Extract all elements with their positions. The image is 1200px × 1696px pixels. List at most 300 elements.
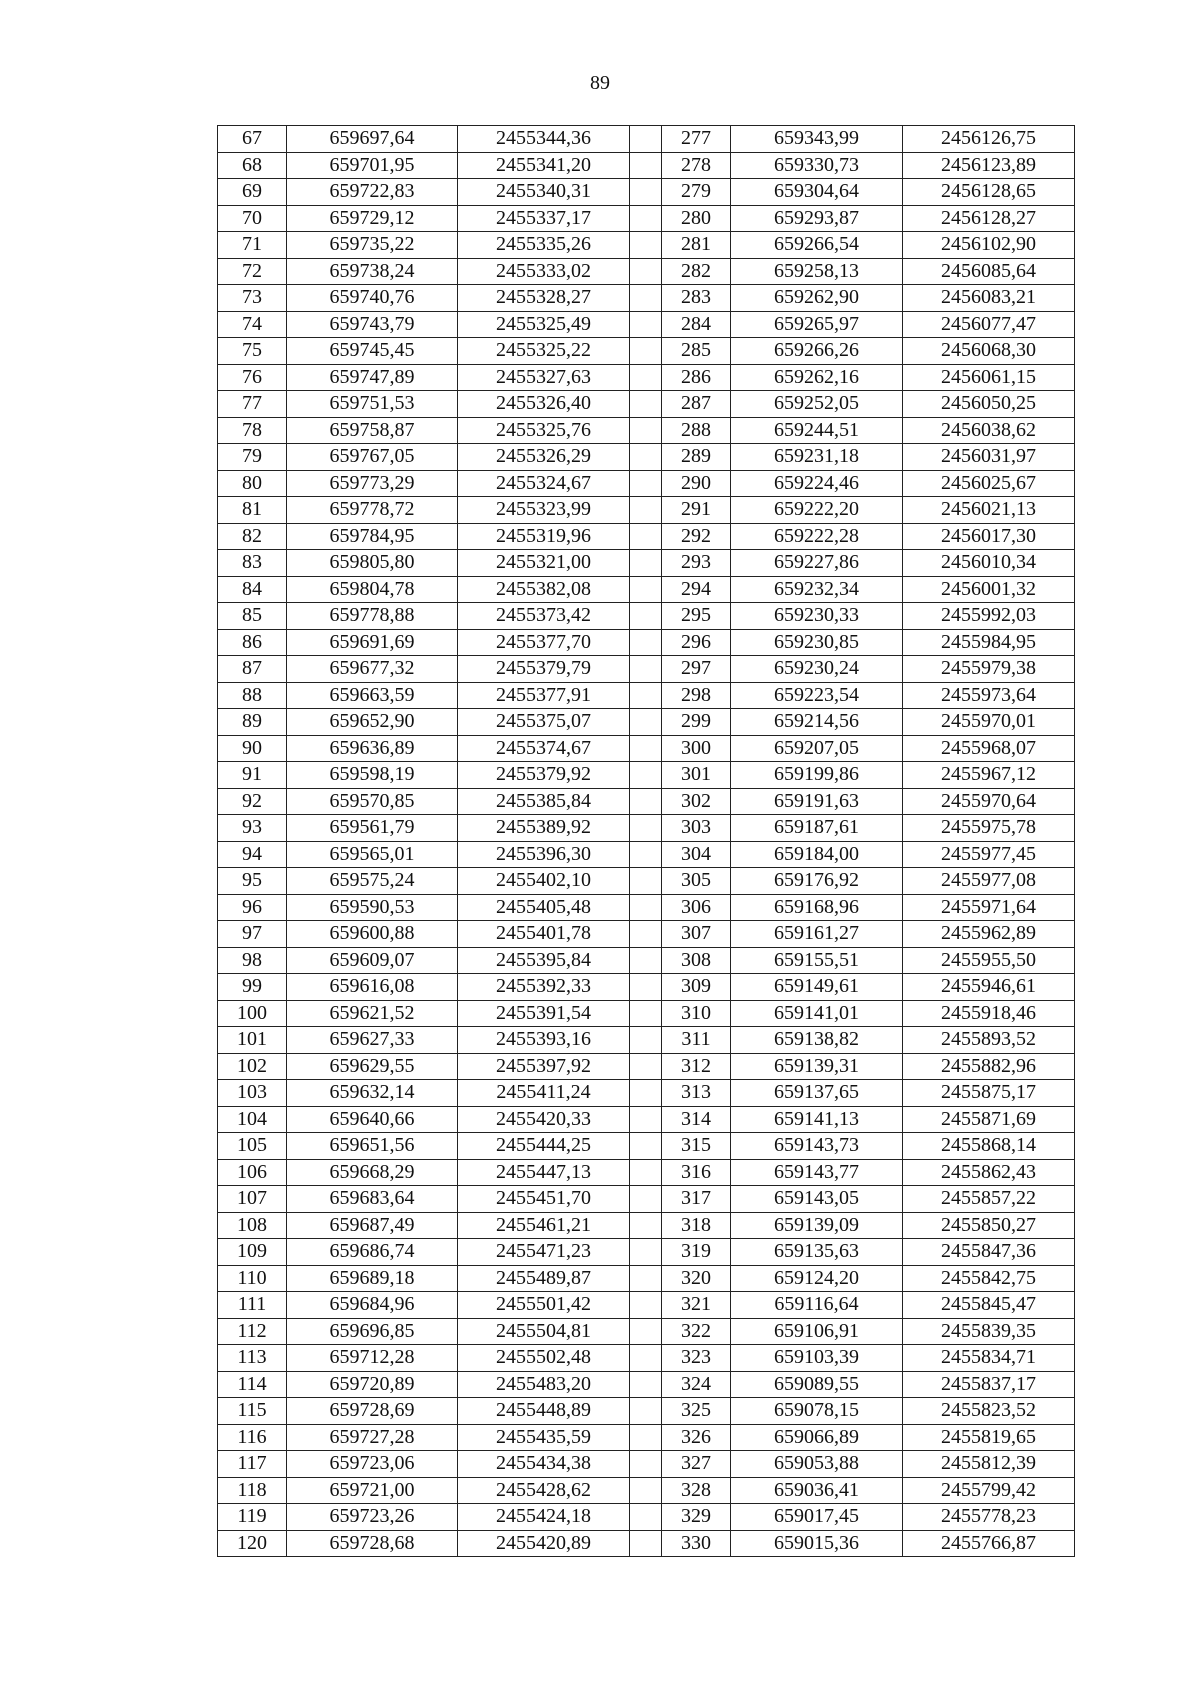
separator-cell [630, 788, 662, 815]
y-coordinate-left: 2455405,48 [458, 894, 630, 921]
y-coordinate-right: 2456001,32 [903, 576, 1075, 603]
point-number-left: 99 [218, 974, 287, 1001]
table-row [218, 1159, 1075, 1186]
x-coordinate-right: 659343,99 [731, 126, 903, 153]
table-row [218, 311, 1075, 338]
y-coordinate-left: 2455392,33 [458, 974, 630, 1001]
x-coordinate-right: 659138,82 [731, 1027, 903, 1054]
x-coordinate-right: 659252,05 [731, 391, 903, 418]
point-number-right: 316 [662, 1159, 731, 1186]
x-coordinate-right: 659207,05 [731, 735, 903, 762]
point-number-right: 309 [662, 974, 731, 1001]
y-coordinate-right: 2455850,27 [903, 1212, 1075, 1239]
y-coordinate-right: 2456010,34 [903, 550, 1075, 577]
table-row [218, 1451, 1075, 1478]
separator-cell [630, 603, 662, 630]
x-coordinate-left: 659684,96 [287, 1292, 458, 1319]
y-coordinate-right: 2455893,52 [903, 1027, 1075, 1054]
point-number-right: 283 [662, 285, 731, 312]
y-coordinate-left: 2455319,96 [458, 523, 630, 550]
separator-cell [630, 1186, 662, 1213]
x-coordinate-left: 659778,72 [287, 497, 458, 524]
point-number-left: 91 [218, 762, 287, 789]
y-coordinate-left: 2455447,13 [458, 1159, 630, 1186]
separator-cell [630, 470, 662, 497]
y-coordinate-left: 2455428,62 [458, 1477, 630, 1504]
point-number-right: 326 [662, 1424, 731, 1451]
x-coordinate-left: 659691,69 [287, 629, 458, 656]
y-coordinate-left: 2455379,92 [458, 762, 630, 789]
y-coordinate-left: 2455374,67 [458, 735, 630, 762]
page-number: 89 [590, 72, 610, 94]
point-number-left: 77 [218, 391, 287, 418]
y-coordinate-left: 2455327,63 [458, 364, 630, 391]
point-number-left: 75 [218, 338, 287, 365]
x-coordinate-right: 659222,20 [731, 497, 903, 524]
x-coordinate-left: 659778,88 [287, 603, 458, 630]
y-coordinate-left: 2455337,17 [458, 205, 630, 232]
x-coordinate-right: 659258,13 [731, 258, 903, 285]
x-coordinate-left: 659767,05 [287, 444, 458, 471]
x-coordinate-left: 659723,06 [287, 1451, 458, 1478]
x-coordinate-left: 659740,76 [287, 285, 458, 312]
separator-cell [630, 894, 662, 921]
x-coordinate-right: 659266,54 [731, 232, 903, 259]
y-coordinate-right: 2456128,27 [903, 205, 1075, 232]
separator-cell [630, 391, 662, 418]
x-coordinate-left: 659575,24 [287, 868, 458, 895]
separator-cell [630, 550, 662, 577]
table-row [218, 656, 1075, 683]
x-coordinate-right: 659116,64 [731, 1292, 903, 1319]
x-coordinate-left: 659565,01 [287, 841, 458, 868]
point-number-left: 72 [218, 258, 287, 285]
point-number-right: 282 [662, 258, 731, 285]
y-coordinate-left: 2455396,30 [458, 841, 630, 868]
y-coordinate-right: 2455970,01 [903, 709, 1075, 736]
y-coordinate-right: 2455875,17 [903, 1080, 1075, 1107]
separator-cell [630, 1080, 662, 1107]
point-number-left: 82 [218, 523, 287, 550]
table-row [218, 1239, 1075, 1266]
table-row [218, 1292, 1075, 1319]
x-coordinate-left: 659722,83 [287, 179, 458, 206]
x-coordinate-left: 659697,64 [287, 126, 458, 153]
y-coordinate-left: 2455377,91 [458, 682, 630, 709]
x-coordinate-right: 659244,51 [731, 417, 903, 444]
y-coordinate-right: 2455975,78 [903, 815, 1075, 842]
x-coordinate-left: 659668,29 [287, 1159, 458, 1186]
y-coordinate-right: 2455778,23 [903, 1504, 1075, 1531]
point-number-left: 111 [218, 1292, 287, 1319]
point-number-left: 115 [218, 1398, 287, 1425]
point-number-left: 74 [218, 311, 287, 338]
table-row [218, 1477, 1075, 1504]
x-coordinate-right: 659137,65 [731, 1080, 903, 1107]
point-number-right: 324 [662, 1371, 731, 1398]
x-coordinate-left: 659773,29 [287, 470, 458, 497]
separator-cell [630, 1133, 662, 1160]
y-coordinate-right: 2455971,64 [903, 894, 1075, 921]
x-coordinate-right: 659191,63 [731, 788, 903, 815]
x-coordinate-left: 659632,14 [287, 1080, 458, 1107]
x-coordinate-right: 659139,09 [731, 1212, 903, 1239]
y-coordinate-left: 2455448,89 [458, 1398, 630, 1425]
point-number-left: 119 [218, 1504, 287, 1531]
table-row [218, 364, 1075, 391]
table-row [218, 1186, 1075, 1213]
y-coordinate-left: 2455451,70 [458, 1186, 630, 1213]
table-row [218, 576, 1075, 603]
y-coordinate-right: 2455868,14 [903, 1133, 1075, 1160]
x-coordinate-left: 659629,55 [287, 1053, 458, 1080]
table-row [218, 1345, 1075, 1372]
point-number-right: 298 [662, 682, 731, 709]
table-row [218, 470, 1075, 497]
coordinates-table [217, 125, 1075, 1557]
point-number-left: 109 [218, 1239, 287, 1266]
point-number-left: 101 [218, 1027, 287, 1054]
point-number-left: 103 [218, 1080, 287, 1107]
table-row [218, 1000, 1075, 1027]
point-number-left: 116 [218, 1424, 287, 1451]
point-number-left: 112 [218, 1318, 287, 1345]
x-coordinate-left: 659728,68 [287, 1530, 458, 1557]
point-number-right: 330 [662, 1530, 731, 1557]
y-coordinate-left: 2455461,21 [458, 1212, 630, 1239]
point-number-right: 310 [662, 1000, 731, 1027]
y-coordinate-right: 2456017,30 [903, 523, 1075, 550]
point-number-left: 117 [218, 1451, 287, 1478]
y-coordinate-left: 2455397,92 [458, 1053, 630, 1080]
y-coordinate-right: 2456123,89 [903, 152, 1075, 179]
y-coordinate-right: 2455834,71 [903, 1345, 1075, 1372]
coordinates-table-body [218, 126, 1075, 1557]
table-row [218, 1053, 1075, 1080]
separator-cell [630, 841, 662, 868]
x-coordinate-right: 659184,00 [731, 841, 903, 868]
x-coordinate-right: 659232,34 [731, 576, 903, 603]
y-coordinate-left: 2455411,24 [458, 1080, 630, 1107]
x-coordinate-right: 659078,15 [731, 1398, 903, 1425]
separator-cell [630, 1504, 662, 1531]
separator-cell [630, 682, 662, 709]
point-number-right: 303 [662, 815, 731, 842]
x-coordinate-left: 659721,00 [287, 1477, 458, 1504]
y-coordinate-left: 2455325,76 [458, 417, 630, 444]
separator-cell [630, 1345, 662, 1372]
y-coordinate-right: 2456050,25 [903, 391, 1075, 418]
separator-cell [630, 1424, 662, 1451]
separator-cell [630, 523, 662, 550]
table-row [218, 1027, 1075, 1054]
separator-cell [630, 1318, 662, 1345]
separator-cell [630, 1265, 662, 1292]
x-coordinate-left: 659686,74 [287, 1239, 458, 1266]
y-coordinate-left: 2455424,18 [458, 1504, 630, 1531]
point-number-left: 113 [218, 1345, 287, 1372]
x-coordinate-right: 659053,88 [731, 1451, 903, 1478]
y-coordinate-right: 2456068,30 [903, 338, 1075, 365]
separator-cell [630, 444, 662, 471]
x-coordinate-right: 659089,55 [731, 1371, 903, 1398]
y-coordinate-left: 2455326,40 [458, 391, 630, 418]
table-row [218, 1318, 1075, 1345]
point-number-right: 307 [662, 921, 731, 948]
y-coordinate-right: 2455955,50 [903, 947, 1075, 974]
table-row [218, 603, 1075, 630]
table-row [218, 709, 1075, 736]
separator-cell [630, 1477, 662, 1504]
separator-cell [630, 1027, 662, 1054]
point-number-left: 114 [218, 1371, 287, 1398]
point-number-left: 85 [218, 603, 287, 630]
point-number-right: 306 [662, 894, 731, 921]
x-coordinate-left: 659609,07 [287, 947, 458, 974]
y-coordinate-left: 2455502,48 [458, 1345, 630, 1372]
y-coordinate-right: 2455962,89 [903, 921, 1075, 948]
table-row [218, 762, 1075, 789]
x-coordinate-right: 659293,87 [731, 205, 903, 232]
table-row [218, 841, 1075, 868]
point-number-left: 87 [218, 656, 287, 683]
point-number-right: 308 [662, 947, 731, 974]
y-coordinate-left: 2455375,07 [458, 709, 630, 736]
point-number-right: 299 [662, 709, 731, 736]
point-number-right: 296 [662, 629, 731, 656]
y-coordinate-left: 2455393,16 [458, 1027, 630, 1054]
y-coordinate-right: 2455973,64 [903, 682, 1075, 709]
point-number-right: 294 [662, 576, 731, 603]
x-coordinate-right: 659141,13 [731, 1106, 903, 1133]
x-coordinate-right: 659143,73 [731, 1133, 903, 1160]
table-row [218, 1106, 1075, 1133]
table-row [218, 550, 1075, 577]
x-coordinate-left: 659561,79 [287, 815, 458, 842]
x-coordinate-right: 659103,39 [731, 1345, 903, 1372]
x-coordinate-right: 659143,05 [731, 1186, 903, 1213]
y-coordinate-left: 2455389,92 [458, 815, 630, 842]
table-row [218, 338, 1075, 365]
x-coordinate-left: 659720,89 [287, 1371, 458, 1398]
table-row [218, 258, 1075, 285]
x-coordinate-right: 659214,56 [731, 709, 903, 736]
point-number-left: 92 [218, 788, 287, 815]
point-number-right: 280 [662, 205, 731, 232]
y-coordinate-right: 2455968,07 [903, 735, 1075, 762]
point-number-left: 105 [218, 1133, 287, 1160]
y-coordinate-left: 2455434,38 [458, 1451, 630, 1478]
x-coordinate-left: 659712,28 [287, 1345, 458, 1372]
point-number-right: 304 [662, 841, 731, 868]
x-coordinate-left: 659600,88 [287, 921, 458, 948]
separator-cell [630, 1239, 662, 1266]
table-row [218, 1424, 1075, 1451]
y-coordinate-right: 2455918,46 [903, 1000, 1075, 1027]
y-coordinate-right: 2455842,75 [903, 1265, 1075, 1292]
y-coordinate-left: 2455340,31 [458, 179, 630, 206]
table-row [218, 947, 1075, 974]
x-coordinate-right: 659266,26 [731, 338, 903, 365]
table-row [218, 1265, 1075, 1292]
x-coordinate-left: 659784,95 [287, 523, 458, 550]
x-coordinate-left: 659651,56 [287, 1133, 458, 1160]
x-coordinate-right: 659230,24 [731, 656, 903, 683]
separator-cell [630, 762, 662, 789]
y-coordinate-right: 2456038,62 [903, 417, 1075, 444]
x-coordinate-left: 659590,53 [287, 894, 458, 921]
point-number-right: 325 [662, 1398, 731, 1425]
x-coordinate-left: 659570,85 [287, 788, 458, 815]
y-coordinate-left: 2455385,84 [458, 788, 630, 815]
x-coordinate-left: 659727,28 [287, 1424, 458, 1451]
x-coordinate-left: 659627,33 [287, 1027, 458, 1054]
x-coordinate-left: 659696,85 [287, 1318, 458, 1345]
point-number-right: 305 [662, 868, 731, 895]
y-coordinate-right: 2455823,52 [903, 1398, 1075, 1425]
point-number-right: 287 [662, 391, 731, 418]
x-coordinate-right: 659139,31 [731, 1053, 903, 1080]
x-coordinate-left: 659758,87 [287, 417, 458, 444]
separator-cell [630, 1530, 662, 1557]
y-coordinate-right: 2455977,45 [903, 841, 1075, 868]
table-row [218, 126, 1075, 153]
point-number-right: 278 [662, 152, 731, 179]
point-number-left: 98 [218, 947, 287, 974]
x-coordinate-right: 659262,90 [731, 285, 903, 312]
table-row [218, 974, 1075, 1001]
x-coordinate-left: 659663,59 [287, 682, 458, 709]
point-number-left: 68 [218, 152, 287, 179]
point-number-right: 318 [662, 1212, 731, 1239]
x-coordinate-left: 659747,89 [287, 364, 458, 391]
x-coordinate-left: 659751,53 [287, 391, 458, 418]
x-coordinate-left: 659728,69 [287, 1398, 458, 1425]
y-coordinate-left: 2455504,81 [458, 1318, 630, 1345]
y-coordinate-left: 2455323,99 [458, 497, 630, 524]
point-number-right: 302 [662, 788, 731, 815]
point-number-right: 289 [662, 444, 731, 471]
separator-cell [630, 179, 662, 206]
point-number-right: 291 [662, 497, 731, 524]
point-number-right: 312 [662, 1053, 731, 1080]
point-number-left: 120 [218, 1530, 287, 1557]
y-coordinate-right: 2455799,42 [903, 1477, 1075, 1504]
y-coordinate-right: 2455847,36 [903, 1239, 1075, 1266]
point-number-left: 86 [218, 629, 287, 656]
y-coordinate-right: 2456061,15 [903, 364, 1075, 391]
y-coordinate-left: 2455444,25 [458, 1133, 630, 1160]
y-coordinate-left: 2455471,23 [458, 1239, 630, 1266]
separator-cell [630, 1106, 662, 1133]
table-row [218, 1212, 1075, 1239]
y-coordinate-right: 2455977,08 [903, 868, 1075, 895]
separator-cell [630, 974, 662, 1001]
point-number-right: 285 [662, 338, 731, 365]
point-number-left: 100 [218, 1000, 287, 1027]
y-coordinate-right: 2455837,17 [903, 1371, 1075, 1398]
x-coordinate-right: 659155,51 [731, 947, 903, 974]
point-number-right: 311 [662, 1027, 731, 1054]
point-number-right: 320 [662, 1265, 731, 1292]
x-coordinate-right: 659199,86 [731, 762, 903, 789]
y-coordinate-right: 2456077,47 [903, 311, 1075, 338]
separator-cell [630, 364, 662, 391]
x-coordinate-left: 659621,52 [287, 1000, 458, 1027]
x-coordinate-left: 659652,90 [287, 709, 458, 736]
y-coordinate-left: 2455326,29 [458, 444, 630, 471]
y-coordinate-left: 2455401,78 [458, 921, 630, 948]
x-coordinate-right: 659124,20 [731, 1265, 903, 1292]
point-number-left: 73 [218, 285, 287, 312]
y-coordinate-right: 2455819,65 [903, 1424, 1075, 1451]
x-coordinate-left: 659689,18 [287, 1265, 458, 1292]
y-coordinate-left: 2455382,08 [458, 576, 630, 603]
y-coordinate-left: 2455333,02 [458, 258, 630, 285]
y-coordinate-right: 2455992,03 [903, 603, 1075, 630]
table-row [218, 868, 1075, 895]
x-coordinate-left: 659804,78 [287, 576, 458, 603]
point-number-left: 79 [218, 444, 287, 471]
point-number-left: 107 [218, 1186, 287, 1213]
x-coordinate-right: 659135,63 [731, 1239, 903, 1266]
x-coordinate-right: 659017,45 [731, 1504, 903, 1531]
point-number-left: 84 [218, 576, 287, 603]
y-coordinate-left: 2455341,20 [458, 152, 630, 179]
y-coordinate-left: 2455395,84 [458, 947, 630, 974]
point-number-right: 297 [662, 656, 731, 683]
table-row [218, 444, 1075, 471]
table-row [218, 285, 1075, 312]
y-coordinate-left: 2455402,10 [458, 868, 630, 895]
table-row [218, 179, 1075, 206]
x-coordinate-right: 659161,27 [731, 921, 903, 948]
x-coordinate-right: 659227,86 [731, 550, 903, 577]
x-coordinate-right: 659143,77 [731, 1159, 903, 1186]
x-coordinate-left: 659805,80 [287, 550, 458, 577]
x-coordinate-right: 659066,89 [731, 1424, 903, 1451]
separator-cell [630, 1212, 662, 1239]
x-coordinate-right: 659262,16 [731, 364, 903, 391]
point-number-left: 106 [218, 1159, 287, 1186]
y-coordinate-left: 2455325,49 [458, 311, 630, 338]
point-number-right: 321 [662, 1292, 731, 1319]
table-row [218, 1080, 1075, 1107]
point-number-right: 322 [662, 1318, 731, 1345]
y-coordinate-right: 2455946,61 [903, 974, 1075, 1001]
table-row [218, 523, 1075, 550]
table-row [218, 232, 1075, 259]
x-coordinate-right: 659330,73 [731, 152, 903, 179]
separator-cell [630, 1292, 662, 1319]
point-number-right: 290 [662, 470, 731, 497]
separator-cell [630, 126, 662, 153]
table-row [218, 921, 1075, 948]
point-number-right: 301 [662, 762, 731, 789]
separator-cell [630, 947, 662, 974]
point-number-right: 292 [662, 523, 731, 550]
point-number-right: 281 [662, 232, 731, 259]
table-row [218, 1398, 1075, 1425]
y-coordinate-right: 2456126,75 [903, 126, 1075, 153]
x-coordinate-right: 659304,64 [731, 179, 903, 206]
x-coordinate-right: 659231,18 [731, 444, 903, 471]
separator-cell [630, 338, 662, 365]
separator-cell [630, 735, 662, 762]
point-number-left: 71 [218, 232, 287, 259]
table-row [218, 205, 1075, 232]
separator-cell [630, 709, 662, 736]
